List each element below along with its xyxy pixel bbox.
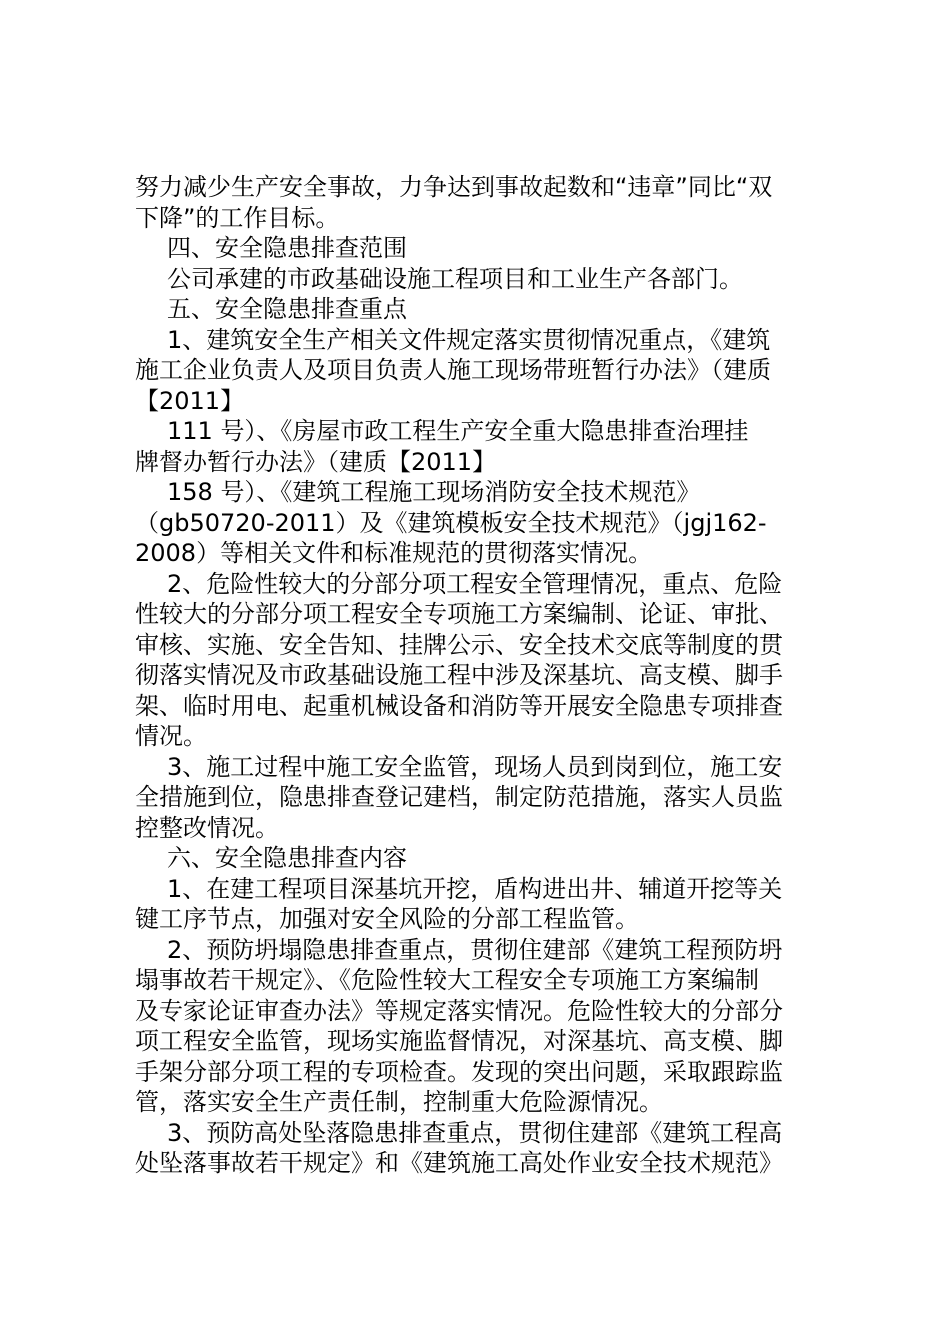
text-line: 架、临时用电、起重机械设备和消防等开展安全隐患专项排查 (135, 691, 783, 720)
text-line: 公司承建的市政基础设施工程项目和工业生产各部门。 (167, 264, 743, 293)
text-line: 【2011】 (135, 386, 245, 415)
text-line: 158 号）、《建筑工程施工现场消防安全技术规范》 (167, 478, 701, 506)
text-line: 管，落实安全生产责任制，控制重大危险源情况。 (135, 1088, 663, 1116)
text-line: 四、安全隐患排查范围 (167, 234, 407, 262)
text-line: 111 号）、《房屋市政工程生产安全重大隐患排查治理挂 (167, 417, 749, 445)
text-line: 1、建筑安全生产相关文件规定落实贯彻情况重点，《建筑 (167, 325, 771, 354)
text-line: 努力减少生产安全事故，力争达到事故起数和“违章”同比“双 (135, 173, 773, 201)
text-line: 审核、实施、安全告知、挂牌公示、安全技术交底等制度的贯 (135, 630, 783, 659)
text-line: 全措施到位，隐患排查登记建档，制定防范措施，落实人员监 (135, 783, 783, 811)
text-line: 彻落实情况及市政基础设施工程中涉及深基坑、高支模、脚手 (135, 661, 783, 689)
text-line: 五、安全隐患排查重点 (167, 295, 407, 323)
text-line: 2008）等相关文件和标准规范的贯彻落实情况。 (135, 539, 653, 567)
text-line: 施工企业负责人及项目负责人施工现场带班暂行办法》（建质 (135, 356, 771, 384)
document-page (135, 172, 825, 1179)
text-line: （gb50720-2011）及《建筑模板安全技术规范》（jgj162- (135, 508, 767, 537)
text-line: 及专家论证审查办法》等规定落实情况。危险性较大的分部分 (135, 996, 783, 1025)
text-line: 性较大的分部分项工程安全专项施工方案编制、论证、审批、 (135, 600, 783, 628)
text-line: 情况。 (135, 722, 207, 750)
text-line: 项工程安全监管，现场实施监督情况，对深基坑、高支模、脚 (135, 1027, 783, 1055)
text-line: 3、预防高处坠落隐患排查重点，贯彻住建部《建筑工程高 (167, 1118, 783, 1147)
text-line: 处坠落事故若干规定》和《建筑施工高处作业安全技术规范》 (135, 1149, 783, 1177)
text-line: 牌督办暂行办法》（建质【2011】 (135, 447, 497, 476)
text-line: 2、预防坍塌隐患排查重点，贯彻住建部《建筑工程预防坍 (167, 935, 783, 964)
text-line: 3、施工过程中施工安全监管，现场人员到岗到位，施工安 (167, 752, 783, 781)
text-line: 手架分部分项工程的专项检查。发现的突出问题，采取跟踪监 (135, 1057, 783, 1086)
text-line: 下降”的工作目标。 (135, 203, 340, 232)
text-line: 键工序节点，加强对安全风险的分部工程监管。 (135, 905, 639, 933)
text-line: 控整改情况。 (135, 813, 279, 842)
text-line: 塌事故若干规定》、《危险性较大工程安全专项施工方案编制 (135, 966, 759, 994)
text-line: 2、危险性较大的分部分项工程安全管理情况，重点、危险 (167, 569, 783, 598)
text-line: 六、安全隐患排查内容 (167, 844, 407, 872)
text-line: 1、在建工程项目深基坑开挖，盾构进出井、辅道开挖等关 (167, 874, 783, 903)
